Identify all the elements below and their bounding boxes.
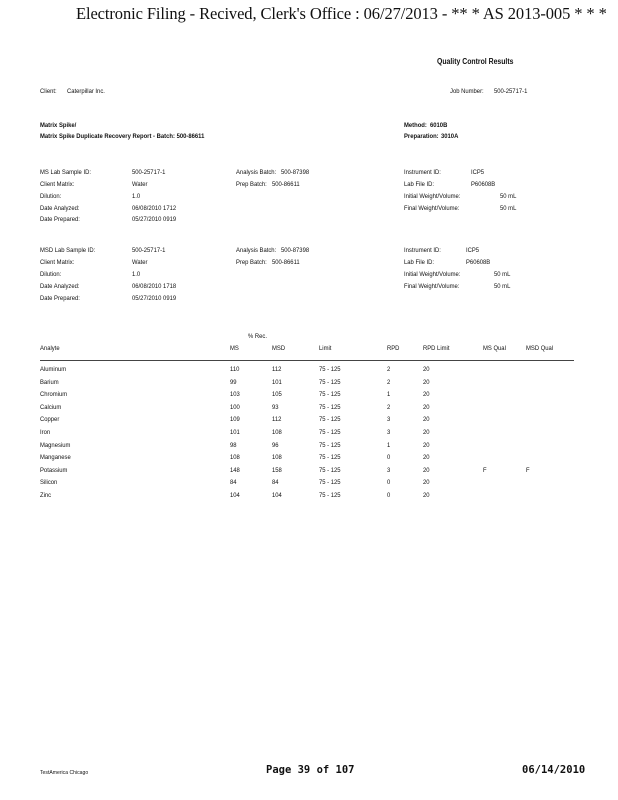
msd-field-value: 05/27/2010 0919 — [132, 295, 177, 302]
cell-msd: 101 — [272, 378, 282, 386]
method-label: Method: — [404, 122, 427, 129]
client-value: Caterpillar Inc. — [67, 88, 105, 95]
cell-analyte: Potassium — [40, 466, 68, 474]
cell-rpd-limit: 20 — [423, 378, 430, 386]
cell-rpd-limit: 20 — [423, 429, 430, 436]
cell-rpd-limit: 20 — [423, 366, 430, 373]
cell-analyte: Silicon — [40, 479, 58, 487]
cell-rpd: 3 — [387, 466, 391, 474]
msd-instrument-value: 50 mL — [494, 283, 511, 290]
ms-field-value: 05/27/2010 0919 — [132, 216, 177, 223]
msd-batch-value: 500-86611 — [272, 259, 300, 266]
msd-field-label: Date Analyzed: — [40, 283, 80, 290]
cell-ms: 101 — [230, 429, 240, 436]
column-header-ms: MS — [230, 345, 239, 352]
cell-limit: 75 - 125 — [319, 366, 341, 373]
cell-ms: 104 — [230, 492, 240, 499]
cell-rpd: 2 — [387, 403, 391, 411]
cell-analyte: Iron — [40, 429, 51, 436]
cell-rpd: 3 — [387, 429, 391, 436]
job-number-value: 500-25717-1 — [494, 88, 528, 95]
ms-instrument-value: 50 mL — [500, 205, 517, 212]
msd-instrument-value: ICP5 — [466, 247, 480, 254]
column-header-msd: MSD — [272, 345, 286, 352]
column-header-rpd: RPD — [387, 345, 400, 352]
cell-limit: 75 - 125 — [319, 416, 341, 424]
ms-field-value: 1.0 — [132, 193, 141, 200]
msd-field-label: Client Matrix: — [40, 259, 75, 266]
ms-batch-value: 500-86611 — [272, 181, 300, 188]
column-header-ms-qual: MS Qual — [483, 345, 506, 352]
cell-ms: 109 — [230, 416, 240, 424]
cell-rpd-limit: 20 — [423, 479, 430, 487]
section-title-line2: Matrix Spike Duplicate Recovery Report - Batch: 500-86611 — [40, 133, 205, 140]
cell-msd-qual: F — [526, 466, 530, 474]
cell-msd: 112 — [272, 366, 282, 373]
cell-ms: 98 — [230, 441, 237, 449]
cell-limit: 75 - 125 — [319, 391, 341, 399]
preparation-label: Preparation: — [404, 133, 439, 140]
preparation-value: 3010A — [441, 133, 459, 140]
cell-rpd: 3 — [387, 416, 391, 424]
ms-field-label: Date Prepared: — [40, 216, 80, 223]
msd-instrument-value: P60608B — [466, 259, 491, 266]
cell-ms: 110 — [230, 366, 240, 373]
ms-field-value: 06/08/2010 1712 — [132, 205, 177, 212]
cell-ms: 99 — [230, 378, 237, 386]
cell-analyte: Calcium — [40, 403, 62, 411]
ms-field-label: Client Matrix: — [40, 181, 75, 188]
msd-field-value: 1.0 — [132, 271, 141, 278]
cell-rpd-limit: 20 — [423, 466, 430, 474]
job-number-label: Job Number: — [450, 88, 484, 95]
cell-rpd-limit: 20 — [423, 454, 430, 462]
column-header-limit: Limit — [319, 345, 332, 352]
cell-limit: 75 - 125 — [319, 441, 341, 449]
cell-analyte: Magnesium — [40, 441, 71, 449]
cell-rpd-limit: 20 — [423, 416, 430, 424]
cell-msd: 96 — [272, 441, 279, 449]
cell-msd: 108 — [272, 454, 282, 462]
msd-field-label: MSD Lab Sample ID: — [40, 247, 96, 254]
ms-instrument-value: P60608B — [471, 181, 496, 188]
cell-rpd: 1 — [387, 441, 391, 449]
header-divider — [40, 360, 574, 361]
ms-field-label: Date Analyzed: — [40, 205, 80, 212]
ms-instrument-label: Final Weight/Volume: — [404, 205, 460, 212]
cell-ms-qual: F — [483, 466, 487, 474]
cell-rpd-limit: 20 — [423, 391, 430, 399]
cell-rpd: 1 — [387, 391, 391, 399]
msd-instrument-label: Initial Weight/Volume: — [404, 271, 461, 278]
cell-analyte: Chromium — [40, 391, 68, 399]
cell-msd: 93 — [272, 403, 279, 411]
cell-limit: 75 - 125 — [319, 466, 341, 474]
cell-ms: 108 — [230, 454, 240, 462]
cell-msd: 104 — [272, 492, 282, 499]
cell-rpd-limit: 20 — [423, 403, 430, 411]
column-header-msd-qual: MSD Qual — [526, 345, 554, 352]
cell-msd: 112 — [272, 416, 282, 424]
msd-batch-label: Analysis Batch: — [236, 247, 277, 254]
cell-analyte: Manganese — [40, 454, 71, 462]
cell-rpd: 2 — [387, 378, 391, 386]
cell-ms: 103 — [230, 391, 240, 399]
cell-limit: 75 - 125 — [319, 378, 341, 386]
ms-batch-label: Prep Batch: — [236, 181, 267, 188]
footer-lab-name: TestAmerica Chicago — [40, 770, 89, 776]
column-header-rpd-limit: RPD Limit — [423, 345, 450, 352]
column-header-analyte: Analyte — [40, 345, 60, 352]
msd-batch-label: Prep Batch: — [236, 259, 267, 266]
cell-ms: 100 — [230, 403, 240, 411]
cell-rpd: 0 — [387, 454, 391, 462]
cell-msd: 105 — [272, 391, 282, 399]
cell-limit: 75 - 125 — [319, 454, 341, 462]
ms-instrument-label: Lab File ID: — [404, 181, 435, 188]
cell-limit: 75 - 125 — [319, 479, 341, 487]
cell-rpd-limit: 20 — [423, 492, 430, 499]
ms-field-label: Dilution: — [40, 193, 62, 200]
client-label: Client: — [40, 88, 57, 95]
msd-field-value: Water — [132, 259, 148, 266]
msd-instrument-label: Instrument ID: — [404, 247, 441, 254]
method-value: 6010B — [430, 122, 448, 129]
msd-instrument-label: Lab File ID: — [404, 259, 435, 266]
ms-field-label: MS Lab Sample ID: — [40, 169, 91, 176]
ms-field-value: Water — [132, 181, 148, 188]
cell-limit: 75 - 125 — [319, 429, 341, 436]
cell-rpd: 2 — [387, 366, 391, 373]
ms-batch-value: 500-87398 — [281, 169, 310, 176]
msd-batch-value: 500-87398 — [281, 247, 310, 254]
msd-field-value: 500-25717-1 — [132, 247, 166, 254]
ms-instrument-value: 50 mL — [500, 193, 517, 200]
cell-analyte: Aluminum — [40, 366, 67, 373]
cell-rpd-limit: 20 — [423, 441, 430, 449]
cell-limit: 75 - 125 — [319, 403, 341, 411]
msd-field-label: Date Prepared: — [40, 295, 80, 302]
cell-msd: 84 — [272, 479, 279, 487]
ms-batch-label: Analysis Batch: — [236, 169, 277, 176]
footer-date: 06/14/2010 — [522, 764, 586, 776]
cell-ms: 84 — [230, 479, 237, 487]
ms-instrument-label: Instrument ID: — [404, 169, 441, 176]
cell-ms: 148 — [230, 466, 240, 474]
ms-instrument-label: Initial Weight/Volume: — [404, 193, 461, 200]
report-title: Quality Control Results — [437, 57, 514, 66]
filing-banner: Electronic Filing - Recived, Clerk's Office : 06/27/2013 - ** * AS 2013-005 * * * — [76, 4, 607, 23]
cell-rpd: 0 — [387, 492, 391, 499]
pct-rec-header: % Rec. — [248, 333, 267, 340]
cell-rpd: 0 — [387, 479, 391, 487]
cell-msd: 158 — [272, 466, 282, 474]
cell-analyte: Barium — [40, 378, 59, 386]
cell-analyte: Zinc — [40, 492, 52, 499]
cell-msd: 108 — [272, 429, 282, 436]
msd-instrument-label: Final Weight/Volume: — [404, 283, 460, 290]
ms-instrument-value: ICP5 — [471, 169, 485, 176]
footer-page-number: Page 39 of 107 — [266, 764, 355, 776]
cell-analyte: Copper — [40, 416, 60, 424]
msd-instrument-value: 50 mL — [494, 271, 511, 278]
cell-limit: 75 - 125 — [319, 492, 341, 499]
section-title-line1: Matrix Spike/ — [40, 122, 77, 129]
ms-field-value: 500-25717-1 — [132, 169, 166, 176]
msd-field-label: Dilution: — [40, 271, 62, 278]
msd-field-value: 06/08/2010 1718 — [132, 283, 177, 290]
